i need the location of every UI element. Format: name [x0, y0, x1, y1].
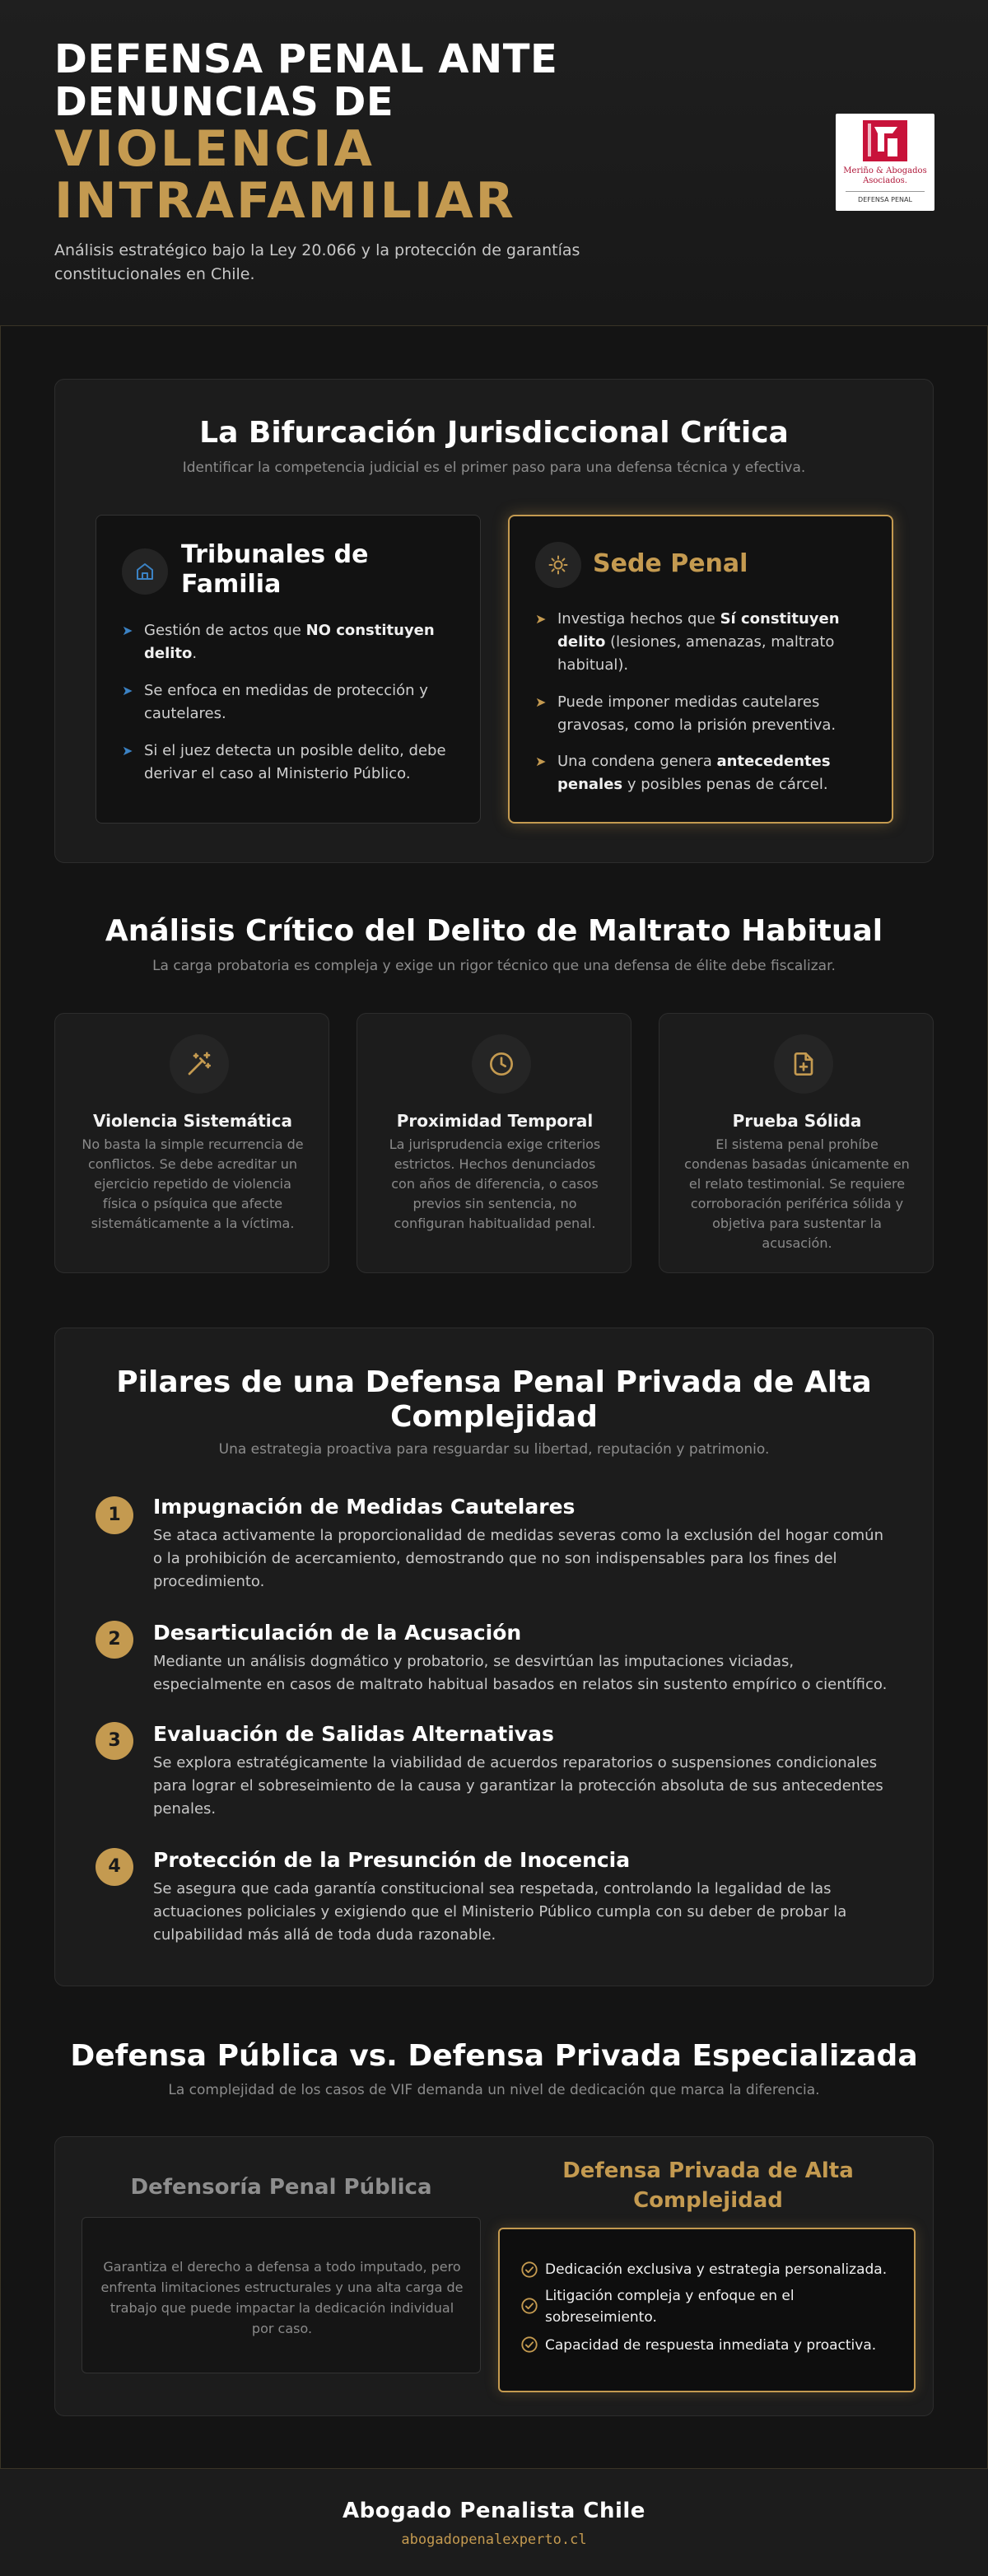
arrow-icon: ➤ — [535, 754, 547, 769]
arrow-icon: ➤ — [122, 743, 133, 758]
pillars-subtitle: Una estrategia proactiva para resguardar su libertad, reputación y patrimonio. — [218, 1441, 770, 1458]
feature-title: Proximidad Temporal — [396, 1111, 594, 1131]
step-text: Se explora estratégicamente la viabilidad de acuerdos reparatorios o suspensiones condicionales para lograr el sobreseimiento de la causa y garantizar la protección absoluta de sus antecedentes penales. — [153, 1754, 883, 1818]
penal-bullet: ➤ Puede imponer medidas cautelares gravosas, como la prisión preventiva. — [557, 691, 862, 737]
check-circle-icon — [520, 2336, 538, 2354]
penal-card-title: Sede Penal — [593, 549, 748, 578]
page-subtitle: Análisis estratégico bajo la Ley 20.066 y la protección de garantías constitucionales en Chile. — [54, 241, 580, 283]
footer-website-link[interactable]: abogadopenalexperto.cl — [401, 2532, 587, 2548]
bifurcation-title: La Bifurcación Jurisdiccional Crítica — [199, 416, 789, 450]
home-icon — [135, 562, 155, 581]
private-defense-title: Defensa Privada de Alta Complejidad — [562, 2158, 854, 2213]
arrow-icon: ➤ — [535, 611, 547, 627]
feature-icon-badge — [774, 1034, 833, 1094]
feature-card — [659, 1013, 934, 1273]
arrow-icon: ➤ — [535, 694, 547, 710]
family-bullet: ➤ Si el juez detecta un posible delito, debe derivar el caso al Ministerio Público. — [144, 740, 449, 786]
penal-court-card — [508, 515, 893, 824]
public-defense-title: Defensoría Penal Pública — [130, 2175, 432, 2200]
arrow-icon: ➤ — [122, 623, 133, 638]
page-title: DEFENSA PENAL ANTE DENUNCIAS DE — [54, 36, 558, 125]
feature-text: No basta la simple recurrencia de conflictos. Se debe acreditar un ejercicio repetido de violencia física o psíquica que afecte sistemáticamente a la víctima. — [82, 1136, 304, 1231]
family-court-card — [96, 515, 481, 824]
file-plus-icon — [790, 1051, 817, 1077]
feature-text: El sistema penal prohíbe condenas basadas únicamente en el relato testimonial. Se requiere corroboración periférica sólida y objetiva para sustentar la acusación. — [684, 1136, 910, 1251]
family-bullet: ➤ Gestión de actos que NO constituyen delito. — [144, 619, 449, 665]
family-bullet: ➤ Se enfoca en medidas de protección y cautelares. — [144, 679, 449, 726]
comparison-subtitle: La complejidad de los casos de VIF demanda un nivel de dedicación que marca la diferencia. — [168, 2082, 820, 2098]
feature-title: Violencia Sistemática — [93, 1111, 292, 1131]
sun-icon — [548, 555, 568, 575]
bifurcation-subtitle: Identificar la competencia judicial es el primer paso para una defensa técnica y efectiva. — [182, 460, 806, 476]
analysis-title: Análisis Crítico del Delito de Maltrato Habitual — [105, 914, 883, 948]
step-number: 1 — [96, 1496, 133, 1534]
public-defense-text: Garantiza el derecho a defensa a todo imputado, pero enfrenta limitaciones estructurales y una alta carga de trabajo que puede impactar la dedicación individual por caso. — [100, 2259, 464, 2336]
penal-bullet: ➤ Investiga hechos que Sí constituyen delito (lesiones, amenazas, maltrato habitual). — [557, 608, 862, 677]
logo-firm-name: Meriño & Abogados Asociados. — [843, 166, 927, 185]
page-title-accent: VIOLENCIA INTRAFAMILIAR — [54, 120, 516, 230]
check-circle-icon — [520, 2261, 538, 2279]
magic-wand-icon — [186, 1051, 212, 1077]
page-header — [0, 0, 988, 326]
step-title: Protección de la Presunción de Inocencia — [153, 1848, 631, 1872]
footer-brand: Abogado Penalista Chile — [343, 2499, 645, 2523]
step-title: Evaluación de Salidas Alternativas — [153, 1722, 554, 1746]
step-number: 4 — [96, 1848, 133, 1886]
private-defense-box — [498, 2228, 916, 2392]
penal-icon-badge — [535, 542, 581, 588]
step-text: Se ataca activamente la proporcionalidad de medidas severas como la exclusión del hogar común o la prohibición de acercamiento, demostrando que no son indispensables para los fines del procedimiento. — [153, 1527, 883, 1590]
pillars-title: Pilares de una Defensa Penal Privada de Alta Complejidad — [116, 1365, 872, 1434]
analysis-subtitle: La carga probatoria es compleja y exige un rigor técnico que una defensa de élite debe fiscalizar. — [152, 958, 836, 974]
family-icon-badge — [122, 548, 168, 595]
check-circle-icon — [520, 2297, 538, 2315]
logo-emblem-icon — [860, 119, 911, 166]
page-footer — [0, 2468, 988, 2576]
arrow-icon: ➤ — [122, 683, 133, 698]
feature-card — [54, 1013, 329, 1273]
logo-tagline: DEFENSA PENAL — [858, 196, 912, 203]
private-defense-item: Litigación compleja y enfoque en el sobreseimiento. — [545, 2288, 795, 2326]
comparison-title: Defensa Pública vs. Defensa Privada Especializada — [70, 2039, 918, 2073]
private-defense-item: Capacidad de respuesta inmediata y proactiva. — [545, 2337, 877, 2354]
feature-text: La jurisprudencia exige criterios estrictos. Hechos denunciados con años de diferencia, o casos previos sin sentencia, no configuran habitualidad penal. — [389, 1136, 601, 1231]
private-defense-item: Dedicación exclusiva y estrategia personalizada. — [545, 2261, 888, 2278]
step-text: Se asegura que cada garantía constitucional sea respetada, controlando la legalidad de las actuaciones policiales y exigiendo que el Ministerio Público cumpla con su deber de probar la culpabilidad más allá de toda duda razonable. — [153, 1880, 847, 1944]
penal-bullet: ➤ Una condena genera antecedentes penales y posibles penas de cárcel. — [557, 750, 862, 796]
feature-icon-badge — [472, 1034, 531, 1094]
clock-icon — [488, 1051, 515, 1077]
logo-divider — [846, 191, 925, 192]
family-card-title: Tribunales de Familia — [181, 540, 369, 599]
step-number: 2 — [96, 1621, 133, 1659]
step-title: Impugnación de Medidas Cautelares — [153, 1495, 576, 1519]
feature-icon-badge — [170, 1034, 229, 1094]
public-defense-box — [82, 2217, 481, 2373]
step-text: Mediante un análisis dogmático y probatorio, se desvirtúan las imputaciones viciadas, especialmente en casos de maltrato habitual basados en relatos sin sustento empírico o científico. — [153, 1653, 888, 1693]
feature-title: Prueba Sólida — [732, 1111, 862, 1131]
feature-card — [357, 1013, 631, 1273]
step-number: 3 — [96, 1722, 133, 1760]
firm-logo[interactable] — [836, 114, 934, 211]
step-title: Desarticulación de la Acusación — [153, 1621, 522, 1645]
